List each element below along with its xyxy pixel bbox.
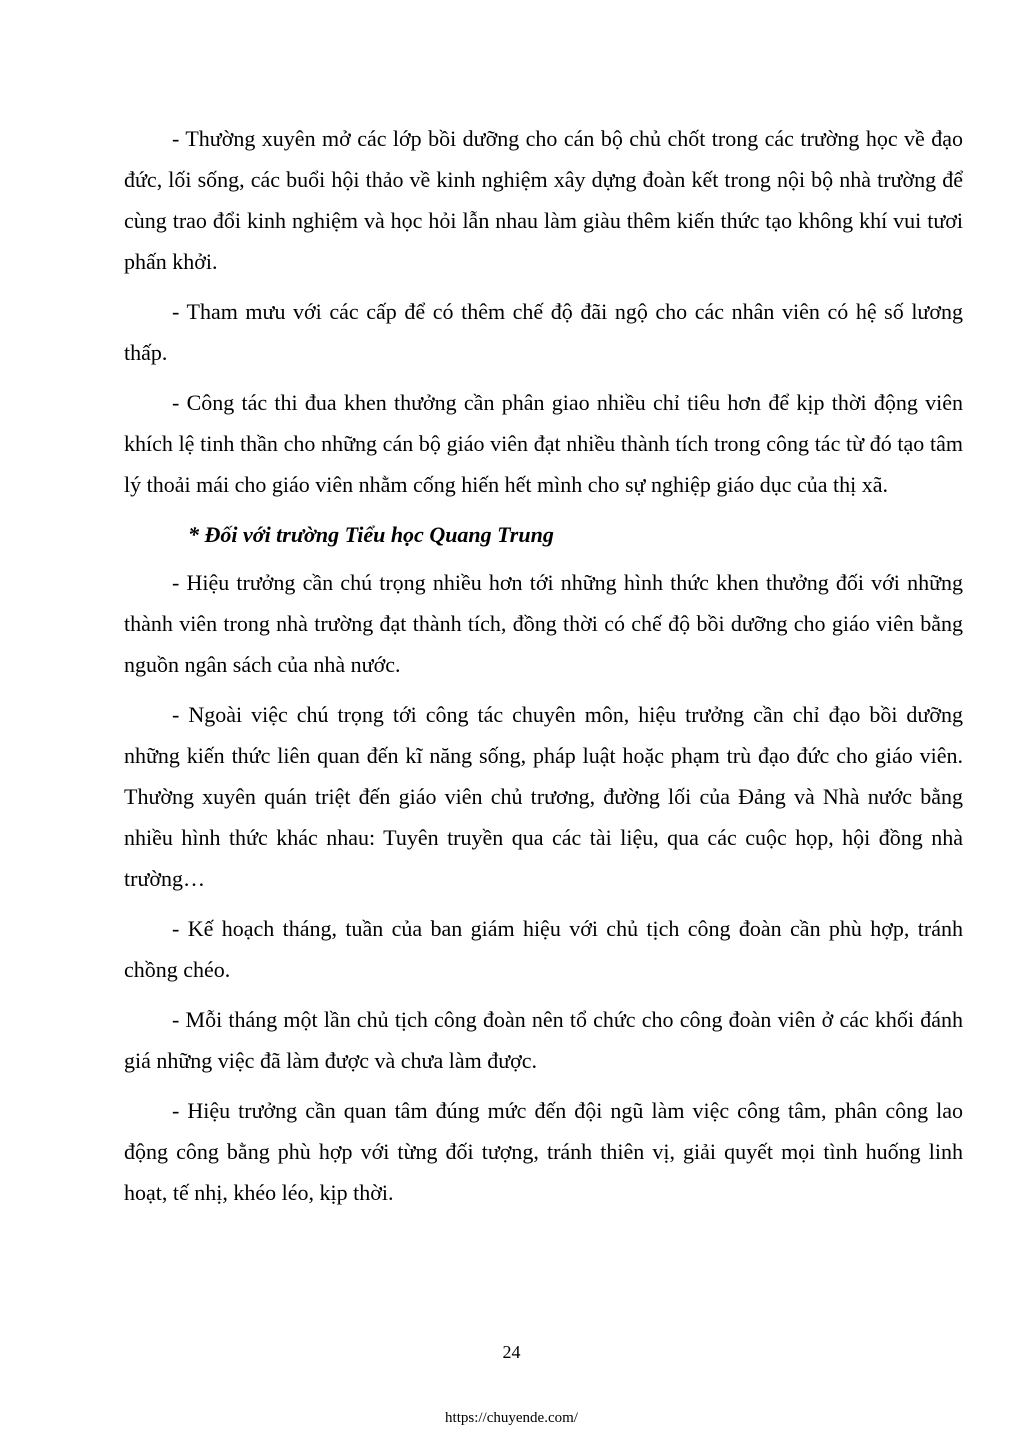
section-heading: * Đối với trường Tiểu học Quang Trung [188, 522, 554, 547]
paragraph: - Tham mưu với các cấp để có thêm chế độ đãi ngộ cho các nhân viên có hệ số lương thấp. [124, 299, 963, 365]
paragraph: - Ngoài việc chú trọng tới công tác chuyên môn, hiệu trưởng cần chỉ đạo bồi dưỡng những kiến thức liên quan đến kĩ năng sống, pháp luật hoặc phạm trù đạo đức cho giáo viên. Thường xuyên quán triệt đến giáo viên chủ trương, đường lối của Đảng và Nhà nước bằng nhiều hình thức khác nhau: Tuyên truyền qua các tài liệu, qua các cuộc họp, hội đồng nhà trường… [124, 702, 963, 891]
paragraph: - Mỗi tháng một lần chủ tịch công đoàn nên tổ chức cho công đoàn viên ở các khối đánh giá những việc đã làm được và chưa làm được. [124, 1007, 963, 1073]
paragraph: - Thường xuyên mở các lớp bồi dưỡng cho cán bộ chủ chốt trong các trường học về đạo đức, lối sống, các buổi hội thảo về kinh nghiệm xây dựng đoàn kết trong nội bộ nhà trường để cùng trao đổi kinh nghiệm và học hỏi lẫn nhau làm giàu thêm kiến thức tạo không khí vui tươi phấn khởi. [124, 126, 963, 274]
paragraph: - Kế hoạch tháng, tuần của ban giám hiệu với chủ tịch công đoàn cần phù hợp, tránh chồng chéo. [124, 916, 963, 982]
paragraph: - Công tác thi đua khen thưởng cần phân giao nhiều chỉ tiêu hơn để kịp thời động viên khích lệ tinh thần cho những cán bộ giáo viên đạt nhiều thành tích trong công tác từ đó tạo tâm lý thoải mái cho giáo viên nhằm cống hiến hết mình cho sự nghiệp giáo dục của thị xã. [124, 390, 963, 497]
paragraph: - Hiệu trưởng cần chú trọng nhiều hơn tới những hình thức khen thưởng đối với những thành viên trong nhà trường đạt thành tích, đồng thời có chế độ bồi dưỡng cho giáo viên bằng nguồn ngân sách của nhà nước. [124, 570, 963, 677]
paragraph: - Hiệu trưởng cần quan tâm đúng mức đến đội ngũ làm việc công tâm, phân công lao động công bằng phù hợp với từng đối tượng, tránh thiên vị, giải quyết mọi tình huống linh hoạt, tế nhị, khéo léo, kịp thời. [124, 1098, 963, 1205]
page-number: 24 [502, 1342, 521, 1362]
footer-url[interactable]: https://chuyende.com/ [445, 1410, 578, 1426]
page-body [124, 118, 963, 1222]
